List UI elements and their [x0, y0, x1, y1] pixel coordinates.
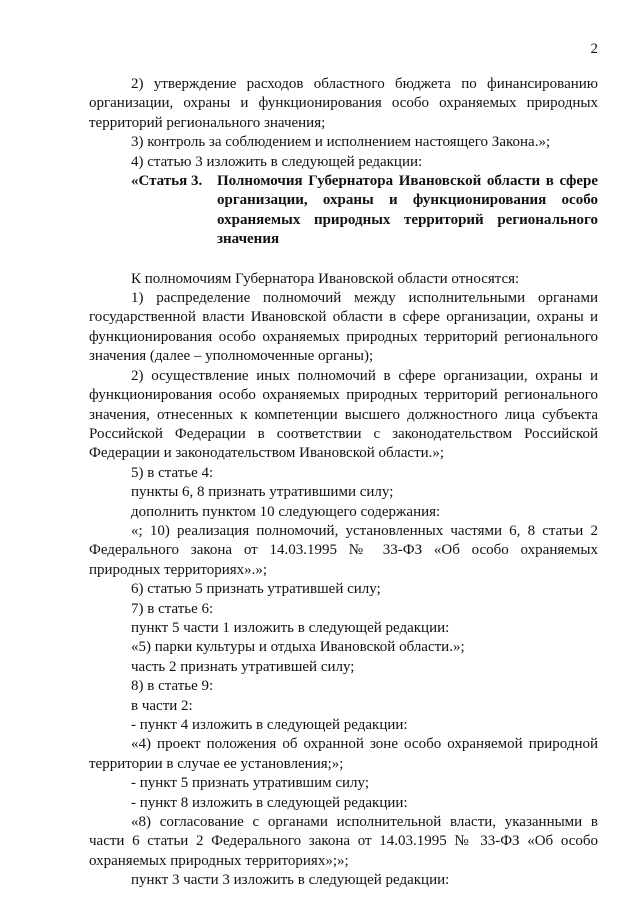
paragraph: - пункт 8 изложить в следующей редакции: [131, 794, 408, 811]
paragraph: пункты 6, 8 признать утратившими силу; [131, 484, 394, 501]
paragraph: - пункт 5 признать утратившим силу; [131, 775, 370, 792]
document-body [89, 75, 598, 891]
paragraph: 6) статью 5 признать утратившей силу; [131, 581, 381, 598]
paragraph: 8) в статье 9: [131, 678, 214, 695]
paragraph: 2) осуществление иных полномочий в сфере организации, охраны и функционирования особо охраняемых природных территорий регионального значения, отнесенных к компетенции высшего должностного лица субъекта Российской Федерации в соответствии с законодательством Российской Федерации и законодательством Ивановской области.»; [89, 367, 598, 462]
paragraph: 5) в статье 4: [131, 464, 214, 481]
paragraph: 4) статью 3 изложить в следующей редакции: [131, 153, 423, 170]
paragraph: «8) согласование с органами исполнительной власти, указанными в части 6 статьи 2 Федерального закона от 14.03.1995 № 33-ФЗ «Об особо охраняемых природных территориях»;»; [89, 814, 598, 869]
paragraph: 2) утверждение расходов областного бюджета по финансированию организации, охраны и функционирования особо охраняемых природных территорий регионального значения; [89, 76, 598, 131]
paragraph: 1) распределение полномочий между исполнительными органами государственной власти Ивановской области в сфере организации, охраны и функционирования особо охраняемых природных территорий регионального значения (далее – уполномоченные органы); [89, 290, 598, 365]
paragraph: «5) парки культуры и отдыха Ивановской области.»; [131, 639, 465, 656]
page-number: 2 [590, 41, 598, 57]
paragraph: К полномочиям Губернатора Ивановской области относятся: [131, 270, 520, 287]
paragraph: «4) проект положения об охранной зоне особо охраняемой природной территории в случае ее установления;»; [89, 736, 598, 772]
article-title: Полномочия Губернатора Ивановской области в сфере организации, охраны и функционирования особо охраняемых природных территорий регионального значения [217, 173, 598, 248]
paragraph: пункт 3 части 3 изложить в следующей редакции: [131, 872, 450, 889]
paragraph: дополнить пунктом 10 следующего содержания: [131, 503, 441, 520]
paragraph: часть 2 признать утратившей силу; [131, 658, 355, 675]
paragraph: 3) контроль за соблюдением и исполнением настоящего Закона.»; [131, 134, 551, 151]
paragraph: в части 2: [131, 697, 193, 714]
paragraph: пункт 5 части 1 изложить в следующей редакции: [131, 619, 450, 636]
paragraph: 7) в статье 6: [131, 600, 214, 617]
paragraph: - пункт 4 изложить в следующей редакции: [131, 717, 408, 733]
article-heading [131, 172, 598, 250]
spacer [89, 250, 598, 270]
paragraph: «; 10) реализация полномочий, установленных частями 6, 8 статьи 2 Федерального закона от 14.03.1995 № 33-ФЗ «Об особо охраняемых природных территориях».»; [89, 522, 598, 578]
article-label: «Статья 3. [131, 173, 203, 190]
